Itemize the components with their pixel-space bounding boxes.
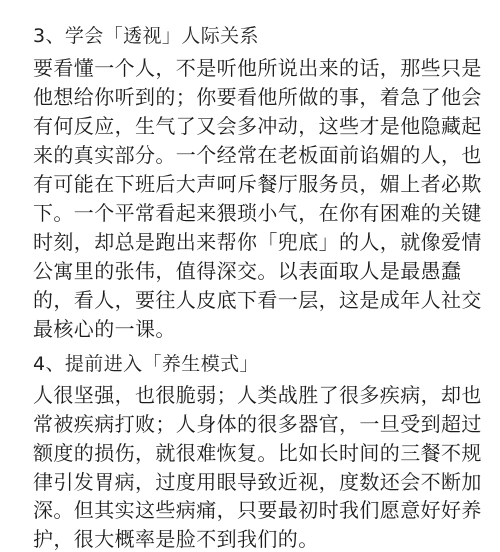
section-3-line-4: 来的真实部分。一个经常在老板面前谄媚的人，也 [33,143,482,167]
section-4-line-4: 律引发胃病，过度用眼导致近视，度数还会不断加 [33,470,482,494]
section-3-line-7: 时刻，却总是跑出来帮你「兜底」的人，就像爱情 [33,230,482,254]
section-3-line-9: 的，看人，要往人皮底下看一层，这是成年人社交 [33,288,482,312]
section-3-line-2: 他想给你听到的；你要看他所做的事，着急了他会 [33,85,482,109]
section-4-heading: 4、提前进入「养生模式」 [33,353,259,375]
section-4-line-1: 人很坚强，也很脆弱；人类战胜了很多疾病，却也 [33,383,482,407]
section-3-line-3: 有何反应，生气了又会多冲动，这些才是他隐藏起 [33,114,482,138]
section-4-line-3: 额度的损伤，就很难恢复。比如长时间的三餐不规 [33,441,482,465]
section-4-line-5: 深。但其实这些病痛，只要最初时我们愿意好好养 [33,498,482,522]
section-3-line-1: 要看懂一个人，不是听他所说出来的话，那些只是 [33,56,482,80]
section-3-line-6: 下。一个平常看起来猥琐小气，在你有困难的关键 [33,201,482,225]
section-3-heading: 3、学会「透视」人际关系 [33,25,259,47]
section-3-line-8: 公寓里的张伟，值得深交。以表面取人是最愚蠢 [33,259,462,283]
section-4-line-2: 常被疾病打败；人身体的很多器官，一旦受到超过 [33,412,482,436]
section-4-line-6: 护，很大概率是脸不到我们的。 [33,527,319,551]
section-3-line-10: 最核心的一课。 [33,317,176,341]
section-3-line-5: 有可能在下班后大声呵斥餐厅服务员，媚上者必欺 [33,172,482,196]
